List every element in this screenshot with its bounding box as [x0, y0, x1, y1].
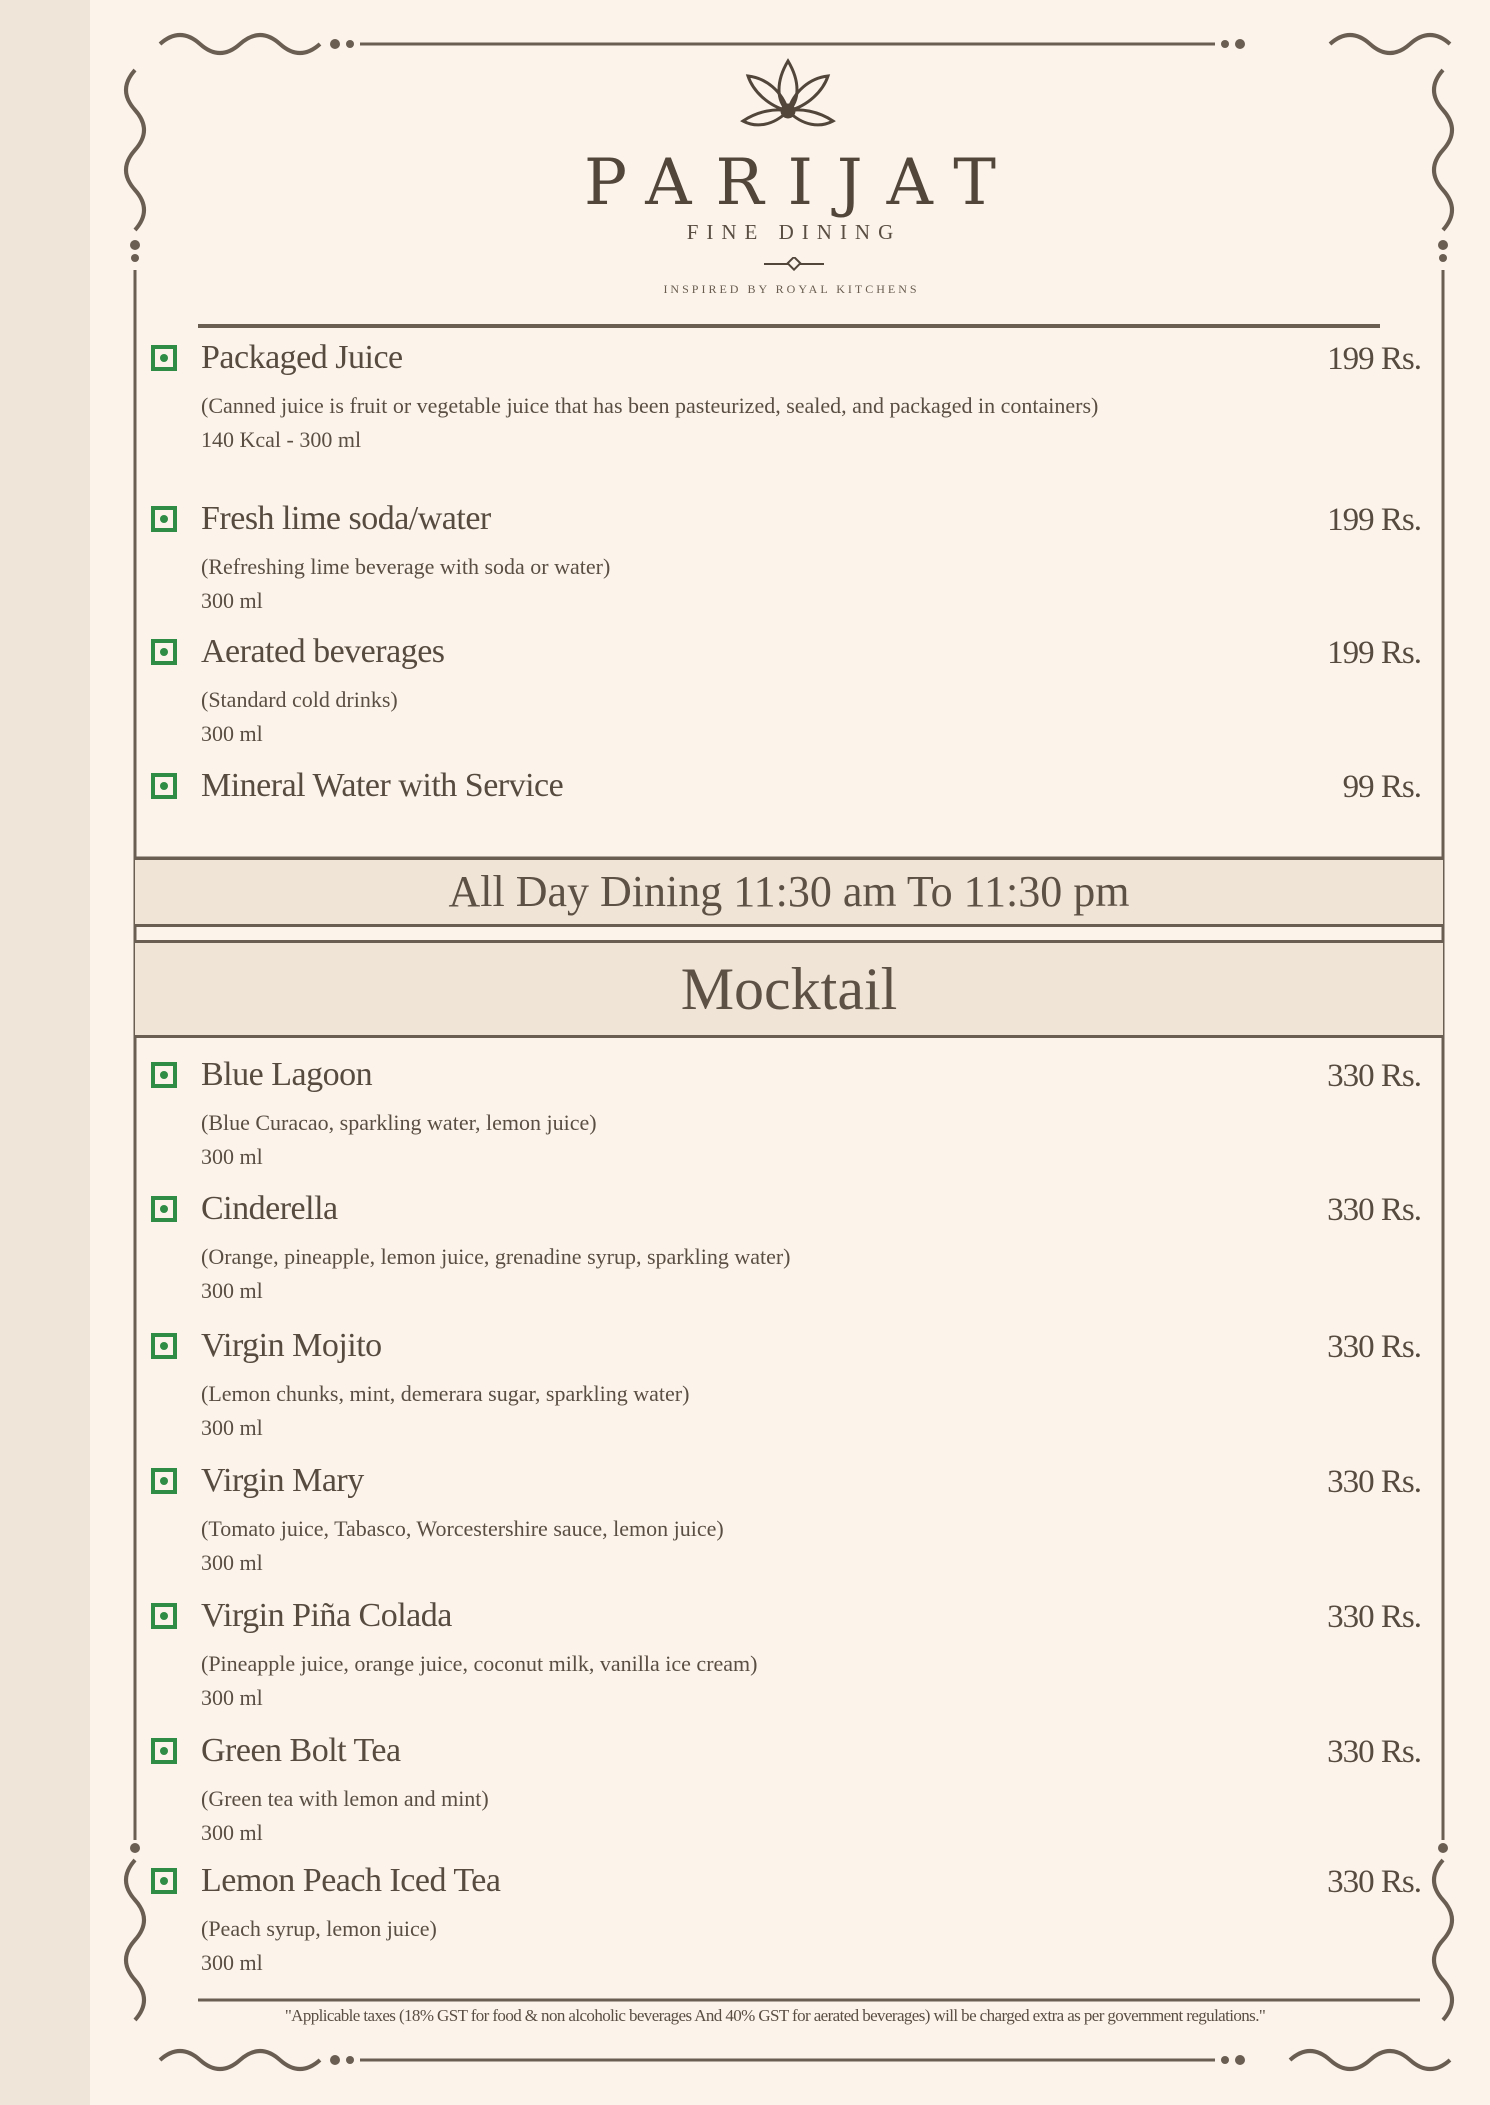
category-title: Mocktail [135, 940, 1443, 1038]
item-ingredients: (Pineapple juice, orange juice, coconut milk, vanilla ice cream) [201, 1651, 758, 1676]
item-quantity: 300 ml [201, 1415, 263, 1440]
veg-mark-icon [151, 1603, 177, 1629]
item-ingredients: (Peach syrup, lemon juice) [201, 1916, 437, 1941]
item-quantity: 140 Kcal - 300 ml [201, 427, 362, 452]
tax-footnote: "Applicable taxes (18% GST for food & non alcoholic beverages And 40% GST for aerated beverages) will be charged extra as per government regulations." [284, 2006, 1266, 2025]
veg-mark-icon [151, 1868, 177, 1894]
item-ingredients: (Orange, pineapple, lemon juice, grenadine syrup, sparkling water) [201, 1244, 791, 1269]
brand-subtitle: FINE DINING [686, 220, 902, 244]
lotus-logo-icon [738, 56, 838, 146]
item-description [201, 389, 1201, 457]
veg-mark-icon [151, 345, 177, 371]
veg-mark-icon [151, 506, 177, 532]
item-price: 330 Rs. [1327, 1599, 1421, 1635]
item-price: 330 Rs. [1327, 1734, 1421, 1770]
item-ingredients: (Blue Curacao, sparkling water, lemon juice) [201, 1110, 597, 1135]
hours-banner: All Day Dining 11:30 am To 11:30 pm [135, 857, 1443, 927]
item-price: 99 Rs. [1342, 769, 1421, 805]
item-price: 330 Rs. [1327, 1058, 1421, 1094]
veg-mark-icon [151, 1196, 177, 1222]
item-price: 330 Rs. [1327, 1329, 1421, 1365]
veg-mark-icon [151, 1062, 177, 1088]
item-ingredients: (Refreshing lime beverage with soda or water) [201, 554, 611, 579]
item-name: Mineral Water with Service [201, 767, 564, 804]
item-name: Virgin Piña Colada [201, 1597, 452, 1634]
item-quantity: 300 ml [201, 1144, 263, 1169]
item-price: 330 Rs. [1327, 1864, 1421, 1900]
item-quantity: 300 ml [201, 1278, 263, 1303]
veg-mark-icon [151, 1333, 177, 1359]
item-price: 199 Rs. [1327, 635, 1421, 671]
item-ingredients: (Green tea with lemon and mint) [201, 1786, 489, 1811]
item-name: Green Bolt Tea [201, 1732, 401, 1769]
item-description [201, 1512, 1201, 1580]
veg-mark-icon [151, 1738, 177, 1764]
item-description [201, 550, 1201, 618]
item-ingredients: (Tomato juice, Tabasco, Worcestershire sauce, lemon juice) [201, 1516, 724, 1541]
item-description [201, 1647, 1201, 1715]
veg-mark-icon [151, 639, 177, 665]
item-name: Virgin Mary [201, 1462, 364, 1499]
item-price: 199 Rs. [1327, 502, 1421, 538]
veg-mark-icon [151, 1468, 177, 1494]
item-price: 199 Rs. [1327, 341, 1421, 377]
item-quantity: 300 ml [201, 1820, 263, 1845]
item-description [201, 1782, 1201, 1850]
item-ingredients: (Canned juice is fruit or vegetable juice that has been pasteurized, sealed, and packaged in containers) [201, 393, 1099, 418]
item-description [201, 1377, 1201, 1445]
item-description [201, 1106, 1201, 1174]
item-ingredients: (Standard cold drinks) [201, 687, 398, 712]
item-ingredients: (Lemon chunks, mint, demerara sugar, sparkling water) [201, 1381, 690, 1406]
veg-mark-icon [151, 773, 177, 799]
item-price: 330 Rs. [1327, 1192, 1421, 1228]
item-name: Blue Lagoon [201, 1056, 373, 1093]
item-quantity: 300 ml [201, 721, 263, 746]
item-quantity: 300 ml [201, 1950, 263, 1975]
item-description [201, 1912, 1201, 1980]
item-quantity: 300 ml [201, 1550, 263, 1575]
item-name: Packaged Juice [201, 339, 403, 376]
item-description [201, 1240, 1201, 1308]
item-name: Fresh lime soda/water [201, 500, 491, 537]
item-price: 330 Rs. [1327, 1464, 1421, 1500]
item-name: Lemon Peach Iced Tea [201, 1862, 501, 1899]
item-description [201, 683, 1201, 751]
item-name: Aerated beverages [201, 633, 445, 670]
item-quantity: 300 ml [201, 588, 263, 613]
item-quantity: 300 ml [201, 1685, 263, 1710]
item-name: Virgin Mojito [201, 1327, 382, 1364]
brand-tagline: INSPIRED BY ROYAL KITCHENS [663, 282, 920, 296]
brand-name: PARIJAT [584, 146, 1020, 220]
item-name: Cinderella [201, 1190, 338, 1227]
small-divider-icon [764, 257, 824, 271]
